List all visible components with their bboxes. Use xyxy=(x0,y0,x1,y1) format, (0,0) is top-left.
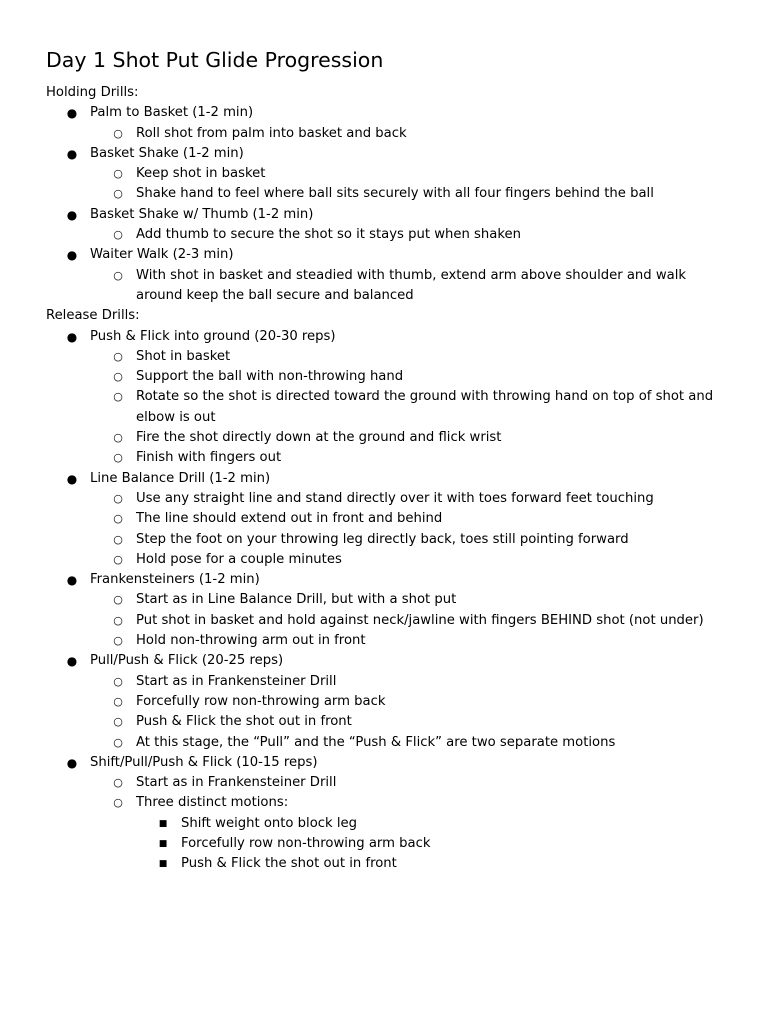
drill-step xyxy=(0,489,768,509)
drill-label: Palm to Basket (1-2 min) xyxy=(90,105,254,121)
bullet-square-icon: ■ xyxy=(158,859,168,870)
bullet-circle-icon: ○ xyxy=(113,370,123,384)
drill-step-text: Step the foot on your throwing leg directly back, toes still pointing forward xyxy=(136,531,629,547)
drill-step-text: Shake hand to feel where ball sits securely with all four fingers behind the ball xyxy=(136,186,654,202)
drill-label: Push & Flick into ground (20-30 reps) xyxy=(90,328,336,344)
bullet-square-icon: ■ xyxy=(158,818,168,829)
bullet-circle-icon: ○ xyxy=(113,228,123,242)
bullet-circle-icon: ○ xyxy=(113,491,123,505)
drill-step-text: Keep shot in basket xyxy=(136,166,266,182)
section-heading-holding-drills: Holding Drills: xyxy=(46,85,139,100)
drill-step-text: Rotate so the shot is directed toward the ground with throwing hand on top of shot and elbow is out xyxy=(136,389,714,425)
bullet-circle-icon: ○ xyxy=(113,796,123,810)
bullet-dot-icon: ● xyxy=(66,573,78,588)
drill-label: Pull/Push & Flick (20-25 reps) xyxy=(90,653,284,669)
drill-item xyxy=(0,144,768,164)
drill-step-text: Put shot in basket and hold against neck/jawline with fingers BEHIND shot (not under) xyxy=(136,612,704,628)
bullet-circle-icon: ○ xyxy=(113,552,123,566)
drill-substep xyxy=(0,814,768,834)
drill-substep-text: Shift weight onto block leg xyxy=(181,815,358,831)
drill-step-text: Support the ball with non-throwing hand xyxy=(136,369,404,385)
drill-step xyxy=(0,590,768,610)
drill-step xyxy=(0,550,768,570)
bullet-square-icon: ■ xyxy=(158,838,168,849)
drill-item xyxy=(0,469,768,489)
bullet-dot-icon: ● xyxy=(66,248,78,263)
drill-step xyxy=(0,692,768,712)
bullet-circle-icon: ○ xyxy=(113,613,123,627)
drill-step xyxy=(0,672,768,692)
bullet-circle-icon: ○ xyxy=(113,349,123,363)
drill-item xyxy=(0,570,768,590)
drill-step-text: Finish with fingers out xyxy=(136,450,282,466)
drill-label: Waiter Walk (2-3 min) xyxy=(90,247,234,263)
bullet-circle-icon: ○ xyxy=(113,167,123,181)
drill-step xyxy=(0,631,768,651)
drill-label: Basket Shake w/ Thumb (1-2 min) xyxy=(90,206,314,222)
drill-step xyxy=(0,164,768,184)
drill-label: Frankensteiners (1-2 min) xyxy=(90,572,260,588)
drill-step xyxy=(0,793,768,813)
drill-item xyxy=(0,327,768,347)
drill-step xyxy=(0,266,768,307)
bullet-dot-icon: ● xyxy=(66,106,78,121)
drill-step xyxy=(0,428,768,448)
drill-label: Line Balance Drill (1-2 min) xyxy=(90,470,271,486)
drill-step xyxy=(0,712,768,732)
bullet-circle-icon: ○ xyxy=(113,268,123,282)
bullet-circle-icon: ○ xyxy=(113,735,123,749)
drill-step-text: With shot in basket and steadied with thumb, extend arm above shoulder and walk around keep the ball secure and balanced xyxy=(136,267,686,303)
drill-item xyxy=(0,205,768,225)
drill-step-text: Forcefully row non-throwing arm back xyxy=(136,693,386,709)
bullet-circle-icon: ○ xyxy=(113,126,123,140)
bullet-circle-icon: ○ xyxy=(113,694,123,708)
bullet-circle-icon: ○ xyxy=(113,451,123,465)
drill-label: Shift/Pull/Push & Flick (10-15 reps) xyxy=(90,754,318,770)
drill-step-text: Use any straight line and stand directly over it with toes forward feet touching xyxy=(136,490,654,506)
bullet-dot-icon: ● xyxy=(66,654,78,669)
drill-substep xyxy=(0,834,768,854)
bullet-dot-icon: ● xyxy=(66,755,78,770)
drill-item xyxy=(0,651,768,671)
drill-step xyxy=(0,184,768,204)
drill-step-text: Roll shot from palm into basket and back xyxy=(136,125,407,141)
drill-step-text: At this stage, the “Pull” and the “Push & Flick” are two separate motions xyxy=(136,734,616,750)
drill-step-text: Hold pose for a couple minutes xyxy=(136,551,342,567)
drill-step xyxy=(0,773,768,793)
drill-step xyxy=(0,448,768,468)
drill-step xyxy=(0,530,768,550)
bullet-circle-icon: ○ xyxy=(113,593,123,607)
drill-step-text: Three distinct motions: xyxy=(136,795,289,811)
drill-step-text: Start as in Frankensteiner Drill xyxy=(136,775,337,791)
bullet-dot-icon: ● xyxy=(66,329,78,344)
bullet-circle-icon: ○ xyxy=(113,390,123,404)
drill-substep xyxy=(0,854,768,874)
bullet-circle-icon: ○ xyxy=(113,715,123,729)
drill-step-text: Start as in Line Balance Drill, but with a shot put xyxy=(136,592,457,608)
drill-item xyxy=(0,753,768,773)
drill-item xyxy=(0,103,768,123)
drill-step xyxy=(0,611,768,631)
document-title: Day 1 Shot Put Glide Progression xyxy=(46,48,384,72)
drill-step xyxy=(0,225,768,245)
drill-step xyxy=(0,124,768,144)
bullet-dot-icon: ● xyxy=(66,471,78,486)
section-heading-release-drills: Release Drills: xyxy=(46,308,140,324)
drill-label: Basket Shake (1-2 min) xyxy=(90,145,244,161)
bullet-circle-icon: ○ xyxy=(113,776,123,790)
bullet-circle-icon: ○ xyxy=(113,431,123,445)
bullet-circle-icon: ○ xyxy=(113,187,123,201)
bullet-circle-icon: ○ xyxy=(113,634,123,648)
bullet-dot-icon: ● xyxy=(66,146,78,161)
drill-step-text: Start as in Frankensteiner Drill xyxy=(136,673,337,689)
document-body xyxy=(0,83,768,875)
drill-step-text: Push & Flick the shot out in front xyxy=(136,714,352,730)
drill-substep-text: Forcefully row non-throwing arm back xyxy=(181,835,431,851)
drill-step-text: The line should extend out in front and behind xyxy=(136,511,443,527)
drill-item xyxy=(0,245,768,265)
drill-step xyxy=(0,387,768,428)
bullet-dot-icon: ● xyxy=(66,207,78,222)
bullet-circle-icon: ○ xyxy=(113,512,123,526)
drill-step-text: Add thumb to secure the shot so it stays put when shaken xyxy=(136,227,521,243)
drill-step xyxy=(0,509,768,529)
drill-step-text: Hold non-throwing arm out in front xyxy=(136,633,366,649)
bullet-circle-icon: ○ xyxy=(113,674,123,688)
drill-step-text: Fire the shot directly down at the ground and flick wrist xyxy=(136,430,502,446)
bullet-circle-icon: ○ xyxy=(113,532,123,546)
drill-step xyxy=(0,347,768,367)
drill-step-text: Shot in basket xyxy=(136,348,231,364)
drill-step xyxy=(0,367,768,387)
drill-step xyxy=(0,733,768,753)
drill-substep-text: Push & Flick the shot out in front xyxy=(181,856,397,872)
